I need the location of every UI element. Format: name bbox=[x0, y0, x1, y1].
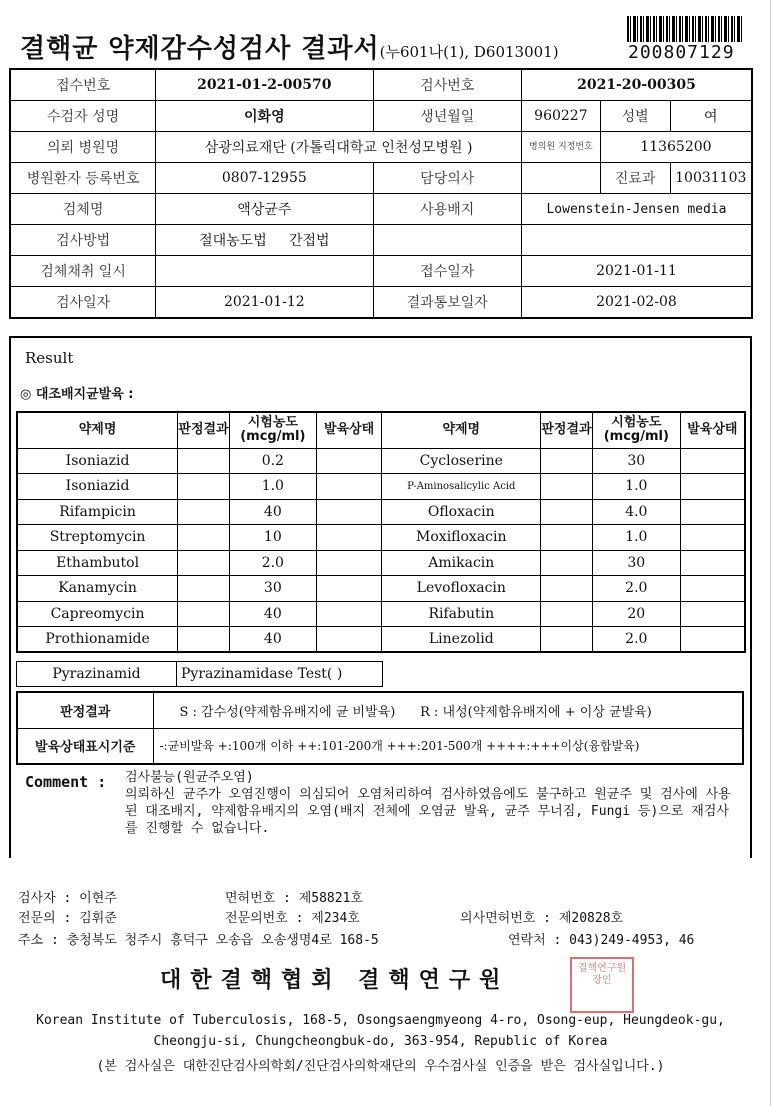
cell-growth bbox=[680, 601, 745, 627]
cell-judge bbox=[541, 550, 593, 576]
cell-conc: 4.0 bbox=[592, 499, 680, 525]
cell-growth bbox=[680, 627, 745, 653]
table-row bbox=[17, 448, 745, 474]
growth-header: 발육상태 bbox=[680, 412, 745, 448]
drug-table bbox=[16, 411, 746, 653]
cell-drug: Ethambutol bbox=[17, 550, 178, 576]
barcode bbox=[627, 16, 742, 42]
cell-growth bbox=[316, 550, 382, 576]
birth-date: 960227 bbox=[521, 100, 600, 131]
pyrazinamid-label: Pyrazinamid bbox=[17, 662, 177, 687]
cell-conc: 30 bbox=[592, 448, 680, 474]
cell-drug: Cycloserine bbox=[382, 448, 541, 474]
cell-conc: 30 bbox=[229, 576, 316, 602]
result-label: Result bbox=[25, 349, 74, 367]
cell-growth bbox=[316, 525, 382, 551]
cell-judge bbox=[178, 550, 230, 576]
drug-header: 약제명 bbox=[17, 412, 178, 448]
receipt-no-label: 접수번호 bbox=[10, 69, 156, 100]
legend-table bbox=[16, 691, 744, 765]
test-no-label: 검사번호 bbox=[373, 69, 521, 100]
dept-label: 진료과 bbox=[600, 162, 670, 193]
cell-judge bbox=[541, 474, 593, 500]
cell-judge bbox=[541, 499, 593, 525]
drug-header: 약제명 bbox=[382, 412, 541, 448]
patient-name-label: 수검자 성명 bbox=[10, 100, 156, 131]
cell-growth bbox=[316, 627, 382, 653]
table-row bbox=[10, 162, 752, 193]
doctor-label: 담당의사 bbox=[373, 162, 521, 193]
address-en-2: Cheongju-si, Chungcheongbuk-do, 363-954, Republic of Korea bbox=[153, 1034, 608, 1049]
cell-judge bbox=[178, 627, 230, 653]
test-no: 2021-20-00305 bbox=[521, 69, 752, 100]
comment-line-2: 의뢰하신 균주가 오염진행이 의심되어 오염처리하여 검사하였음에도 불구하고 원균주 및 검사에 사용 된 대조배지, 약제함유배지의 오염(배지 전체에 오염균 발육, 균주 무너짐, Fungi 등)으로 재검사를 진행할 수 없습니다. bbox=[125, 787, 731, 836]
cell-conc: 1.0 bbox=[592, 525, 680, 551]
cell-drug: Streptomycin bbox=[17, 525, 178, 551]
cell-judge bbox=[178, 525, 230, 551]
conc-header: 시험농도(mcg/ml) bbox=[592, 412, 680, 448]
cell-conc: 40 bbox=[229, 601, 316, 627]
method-1: 절대농도법 bbox=[199, 233, 267, 250]
cell-conc: 2.0 bbox=[592, 576, 680, 602]
cell-judge bbox=[541, 448, 593, 474]
cell-conc: 10 bbox=[229, 525, 316, 551]
growth-header: 발육상태 bbox=[316, 412, 382, 448]
cell-conc: 1.0 bbox=[229, 474, 316, 500]
table-row bbox=[10, 194, 752, 225]
birth-label: 생년월일 bbox=[373, 100, 521, 131]
report-date-label: 결과통보일자 bbox=[373, 287, 521, 318]
specimen: 액상균주 bbox=[156, 194, 373, 225]
hospital-label: 의뢰 병원명 bbox=[10, 131, 156, 162]
pyrazinamidase-test: Pyrazinamidase Test( ) bbox=[177, 662, 383, 687]
patient-name: 이화영 bbox=[156, 100, 373, 131]
test-date: 2021-01-12 bbox=[156, 287, 373, 318]
specialist-no: 전문의번호 : 제234호 bbox=[225, 911, 360, 926]
specialist: 전문의 : 김휘준 bbox=[18, 911, 117, 926]
table-row bbox=[10, 100, 752, 131]
report-date: 2021-02-08 bbox=[521, 287, 752, 318]
growth-legend-label: 발육상태표시기준 bbox=[17, 728, 153, 764]
comment-label: Comment : bbox=[25, 773, 107, 791]
table-row bbox=[17, 499, 745, 525]
cell-drug: Levofloxacin bbox=[382, 576, 541, 602]
examiner: 검사자 : 이현주 bbox=[18, 891, 117, 906]
patient-info-table bbox=[9, 68, 753, 319]
table-row bbox=[10, 131, 752, 162]
table-row bbox=[10, 287, 752, 318]
cell-conc: 30 bbox=[592, 550, 680, 576]
cell-drug: Isoniazid bbox=[17, 448, 178, 474]
cell-growth bbox=[316, 576, 382, 602]
cell-growth bbox=[680, 576, 745, 602]
doctor bbox=[521, 162, 600, 193]
specimen-label: 검체명 bbox=[10, 194, 156, 225]
cell-judge bbox=[178, 474, 230, 500]
control-growth-label: ◎ 대조배지균발육 : bbox=[20, 387, 134, 402]
comment-line-1: 검사불능(원균주오염) bbox=[125, 770, 254, 785]
cell-drug: Rifabutin bbox=[382, 601, 541, 627]
cell-growth bbox=[316, 601, 382, 627]
contact: 연락처 : 043)249-4953, 46 bbox=[508, 933, 695, 948]
official-seal: 결핵연구원장인 bbox=[570, 957, 634, 1013]
table-header-row bbox=[17, 412, 745, 448]
cell-growth bbox=[316, 448, 382, 474]
hospital-code: 11365200 bbox=[600, 131, 752, 162]
judge-header: 판정결과 bbox=[178, 412, 230, 448]
cell-growth bbox=[680, 474, 745, 500]
cell-judge bbox=[178, 601, 230, 627]
hospital-code-label: 병의원 지정번호 bbox=[521, 131, 600, 162]
cell-growth bbox=[680, 499, 745, 525]
table-row bbox=[17, 601, 745, 627]
cell-judge bbox=[178, 499, 230, 525]
table-row bbox=[17, 662, 383, 687]
institute-name: 대한결핵협회 결핵연구원 bbox=[160, 967, 510, 993]
cell-judge bbox=[178, 576, 230, 602]
pyrazinamid-table bbox=[16, 661, 383, 687]
cell-judge bbox=[541, 576, 593, 602]
license-no: 면허번호 : 제58821호 bbox=[225, 891, 363, 906]
cell-judge bbox=[541, 525, 593, 551]
cell-growth bbox=[316, 499, 382, 525]
table-row bbox=[10, 69, 752, 100]
judge-header: 판정결과 bbox=[541, 412, 593, 448]
cell-conc: 40 bbox=[229, 499, 316, 525]
method-label: 검사방법 bbox=[10, 225, 156, 256]
method bbox=[156, 225, 373, 256]
table-row bbox=[10, 256, 752, 287]
reg-no-label: 병원환자 등록번호 bbox=[10, 162, 156, 193]
cell-drug: Kanamycin bbox=[17, 576, 178, 602]
form-code: (누601나(1), D6013001) bbox=[379, 43, 559, 61]
cell-judge bbox=[541, 601, 593, 627]
cell-drug: Moxifloxacin bbox=[382, 525, 541, 551]
receipt-no: 2021-01-2-00570 bbox=[156, 69, 373, 100]
cell-drug: P-Aminosalicylic Acid bbox=[382, 474, 541, 500]
cell-conc: 2.0 bbox=[229, 550, 316, 576]
doctor-license-no: 의사면허번호 : 제20828호 bbox=[460, 911, 624, 926]
sex-label: 성별 bbox=[600, 100, 670, 131]
cell-drug: Capreomycin bbox=[17, 601, 178, 627]
address: 주소 : 충청북도 청주시 흥덕구 오송읍 오송생명4로 168-5 bbox=[18, 933, 379, 948]
comment-text bbox=[125, 769, 735, 837]
table-row bbox=[17, 550, 745, 576]
judge-legend bbox=[153, 692, 743, 728]
cell-conc: 20 bbox=[592, 601, 680, 627]
table-row bbox=[17, 627, 745, 653]
cell-conc: 40 bbox=[229, 627, 316, 653]
cell-conc: 0.2 bbox=[229, 448, 316, 474]
growth-legend: -:균비발육 +:100개 이하 ++:101-200개 +++:201-500개 ++++:+++이상(융합발육) bbox=[153, 728, 743, 764]
cell-drug: Rifampicin bbox=[17, 499, 178, 525]
cell-drug: Prothionamide bbox=[17, 627, 178, 653]
page-edge-line bbox=[770, 0, 771, 1106]
method-2: 간접법 bbox=[288, 233, 330, 250]
received-date: 2021-01-11 bbox=[521, 256, 752, 287]
sex: 여 bbox=[670, 100, 752, 131]
conc-header: 시험농도(mcg/ml) bbox=[229, 412, 316, 448]
cell-growth bbox=[680, 448, 745, 474]
table-row bbox=[17, 728, 743, 764]
table-row bbox=[17, 576, 745, 602]
cell-judge bbox=[178, 448, 230, 474]
reg-no: 0807-12955 bbox=[156, 162, 373, 193]
table-row bbox=[17, 525, 745, 551]
cell-growth bbox=[316, 474, 382, 500]
dept: 10031103 bbox=[670, 162, 752, 193]
test-date-label: 검사일자 bbox=[10, 287, 156, 318]
cell-growth bbox=[680, 525, 745, 551]
hospital: 삼광의료재단 (가톨릭대학교 인천성모병원 ) bbox=[156, 131, 522, 162]
cell-conc: 2.0 bbox=[592, 627, 680, 653]
judge-legend-label: 판정결과 bbox=[17, 692, 153, 728]
cell-growth bbox=[680, 550, 745, 576]
cell-drug: Isoniazid bbox=[17, 474, 178, 500]
collect-label: 검체채취 일시 bbox=[10, 256, 156, 287]
table-row bbox=[17, 474, 745, 500]
judge-r: R : 내성(약제함유배지에 + 이상 균발육) bbox=[420, 704, 652, 720]
address-en-1: Korean Institute of Tuberculosis, 168-5, Osongsaengmyeong 4-ro, Osong-eup, Heungdeok-gu, bbox=[36, 1013, 725, 1028]
cell-drug: Linezolid bbox=[382, 627, 541, 653]
table-row bbox=[17, 692, 743, 728]
medium: Lowenstein-Jensen media bbox=[521, 194, 752, 225]
cell-drug: Amikacin bbox=[382, 550, 541, 576]
received-label: 접수일자 bbox=[373, 256, 521, 287]
cell-conc: 1.0 bbox=[592, 474, 680, 500]
certification-note: (본 검사실은 대한진단검사의학회/진단검사의학재단의 우수검사실 인증을 받은 검사실입니다.) bbox=[96, 1059, 665, 1074]
barcode-number: 200807129 bbox=[628, 42, 735, 63]
judge-s: S : 감수성(약제함유배지에 균 비발육) bbox=[179, 704, 396, 720]
medium-label: 사용배지 bbox=[373, 194, 521, 225]
cell-drug: Ofloxacin bbox=[382, 499, 541, 525]
cell-judge bbox=[541, 627, 593, 653]
collect-date bbox=[156, 256, 373, 287]
table-row bbox=[10, 225, 752, 256]
report-title: 결핵균 약제감수성검사 결과서(누601나(1), D6013001) bbox=[20, 34, 559, 64]
